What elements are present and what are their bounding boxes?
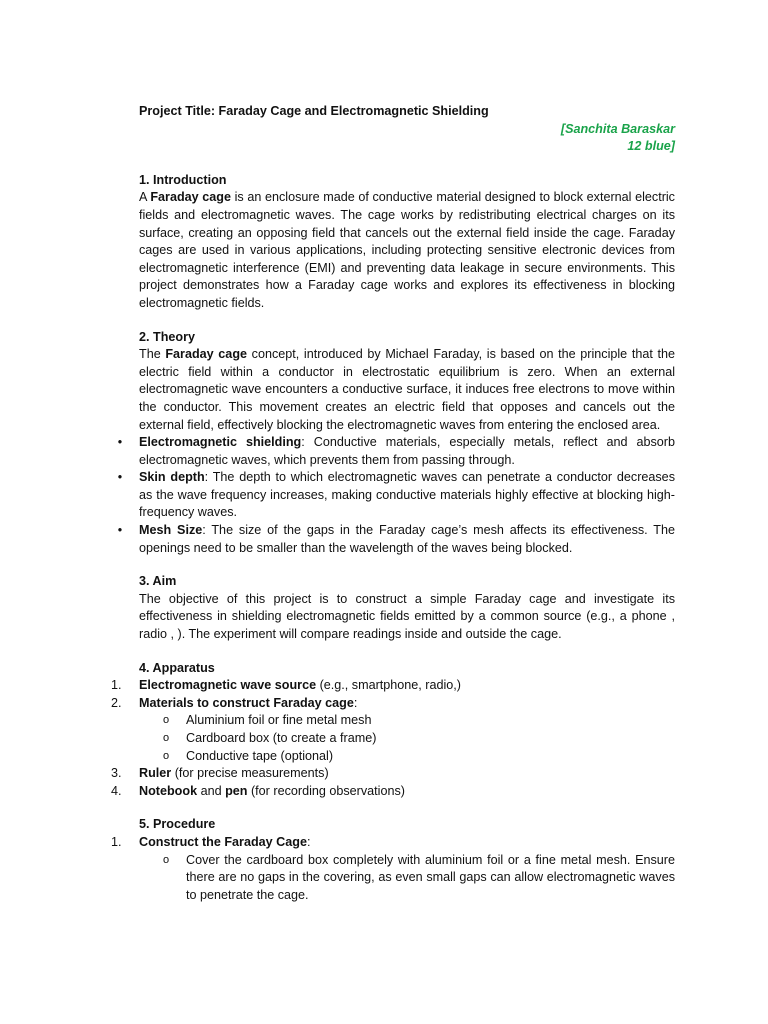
- sublist-item: [139, 748, 675, 766]
- circle-bullet-icon: o: [163, 714, 170, 727]
- sublist-item: [139, 852, 675, 905]
- bullet-term: Skin depth: [139, 470, 205, 485]
- circle-bullet-icon: o: [163, 853, 170, 866]
- circle-bullet-icon: o: [163, 732, 170, 744]
- item-term: Materials to construct Faraday cage: [139, 695, 354, 710]
- document-page: [111, 103, 675, 904]
- procedure-list: [111, 834, 675, 904]
- project-title: Project Title: Faraday Cage and Electromagnetic Shielding: [139, 104, 489, 118]
- bullet-text: : Conductive materials, especially metals, reflect and absorb electromagnetic waves, which prevents them from passing through.: [139, 435, 675, 467]
- bullet-text: : The depth to which electromagnetic waves can penetrate a conductor decreases as the wave frequency increases, making conductive materials highly effective at blocking high-frequency waves.: [139, 470, 675, 520]
- materials-sublist: [139, 712, 675, 765]
- item-text: (for recording observations): [247, 783, 405, 798]
- item-text: :: [353, 695, 358, 710]
- list-item: [111, 677, 675, 695]
- list-number: 4.: [111, 783, 122, 798]
- procedure-sublist: [139, 852, 675, 905]
- bullet-icon: •: [117, 470, 123, 485]
- aim-paragraph: The objective of this project is to construct a simple Faraday cage and investigate its effectiveness in shielding electromagnetic fields emitted by a common source (e.g., a phone , radio , ). The experiment will compare readings inside and outside the cage.: [139, 591, 675, 642]
- sublist-item: [139, 712, 675, 730]
- theory-text-a: The: [139, 347, 166, 362]
- sublist-text: Cover the cardboard box completely with aluminium foil or a fine metal mesh. Ensure there are no gaps in the covering, as even small gaps can allow electromagnetic waves to penetrate the cage.: [186, 852, 675, 902]
- author-name: [Sanchita Baraskar: [560, 121, 675, 136]
- bullet-term: Electromagnetic shielding: [139, 435, 302, 450]
- item-text: (e.g., smartphone, radio,): [316, 678, 461, 693]
- list-number: 2.: [111, 695, 122, 710]
- bullet-item: [117, 522, 675, 557]
- theory-text-b: concept, introduced by Michael Faraday, is based on the principle that the electric field within a conductor in electrostatic equilibrium is zero. When an external electromagnetic wave encounters a conductive surface, it induces free electrons to move within the conductor. This movement creates an electric field that opposes and cancels out the external field, effectively blocking the electromagnetic waves from entering the enclosed area.: [139, 347, 675, 432]
- list-item: [111, 765, 675, 783]
- bullet-icon: •: [117, 435, 123, 450]
- sublist-text: Aluminium foil or fine metal mesh: [186, 713, 372, 728]
- aim-heading: 3. Aim: [139, 574, 177, 589]
- introduction-heading: 1. Introduction: [139, 172, 227, 187]
- procedure-heading: 5. Procedure: [139, 817, 216, 832]
- bullet-icon: •: [117, 523, 123, 538]
- intro-text-b: is an enclosure made of conductive material designed to block external electric fields and electromagnetic waves. The cage works by redistributing electrical charges on its surface, creating an opposing field that cancels out the external field inside the cage. Faraday cages are used in various applications, including protecting sensitive electronic devices from electromagnetic interference (EMI) and preventing data leakage in secure environments. This project demonstrates how a Faraday cage works and explores its effectiveness in blocking electromagnetic fields.: [139, 190, 675, 310]
- bullet-item: [117, 434, 675, 469]
- item-term: Notebook: [139, 783, 198, 798]
- list-item: [111, 695, 675, 765]
- list-number: 3.: [111, 766, 122, 781]
- item-text: :: [306, 834, 311, 849]
- item-term: Electromagnetic wave source: [139, 678, 317, 693]
- item-term: Ruler: [139, 766, 172, 781]
- introduction-paragraph: [139, 189, 675, 312]
- list-item: [111, 834, 675, 904]
- intro-text-a: A: [139, 190, 151, 205]
- circle-bullet-icon: o: [163, 749, 170, 762]
- sublist-text: Cardboard box (to create a frame): [186, 731, 377, 745]
- theory-term: Faraday cage: [165, 347, 248, 362]
- theory-heading: 2. Theory: [139, 329, 195, 344]
- aim-section: [139, 573, 675, 643]
- item-text: and: [197, 783, 226, 798]
- item-term: pen: [225, 783, 248, 798]
- item-text: (for precise measurements): [171, 766, 329, 781]
- list-number: 1.: [111, 678, 122, 693]
- procedure-section: [111, 816, 675, 904]
- list-number: 1.: [111, 834, 122, 849]
- intro-term: Faraday cage: [150, 190, 231, 205]
- bullet-text: : The size of the gaps in the Faraday cage’s mesh affects its effectiveness. The openings need to be smaller than the wavelength of the waves being blocked.: [139, 523, 675, 555]
- theory-section: [117, 329, 675, 558]
- sublist-item: [139, 730, 675, 748]
- item-term: Construct the Faraday Cage: [139, 834, 307, 849]
- bullet-term: Mesh Size: [139, 523, 203, 538]
- theory-paragraph: [139, 346, 675, 434]
- apparatus-heading: 4. Apparatus: [139, 660, 215, 675]
- list-item: [111, 783, 675, 801]
- author-class: 12 blue]: [627, 139, 675, 154]
- bullet-item: [117, 469, 675, 522]
- introduction-section: [139, 172, 675, 313]
- apparatus-list: [111, 677, 675, 800]
- theory-bullet-list: [117, 434, 675, 557]
- apparatus-section: [111, 660, 675, 801]
- sublist-text: Conductive tape (optional): [186, 748, 334, 763]
